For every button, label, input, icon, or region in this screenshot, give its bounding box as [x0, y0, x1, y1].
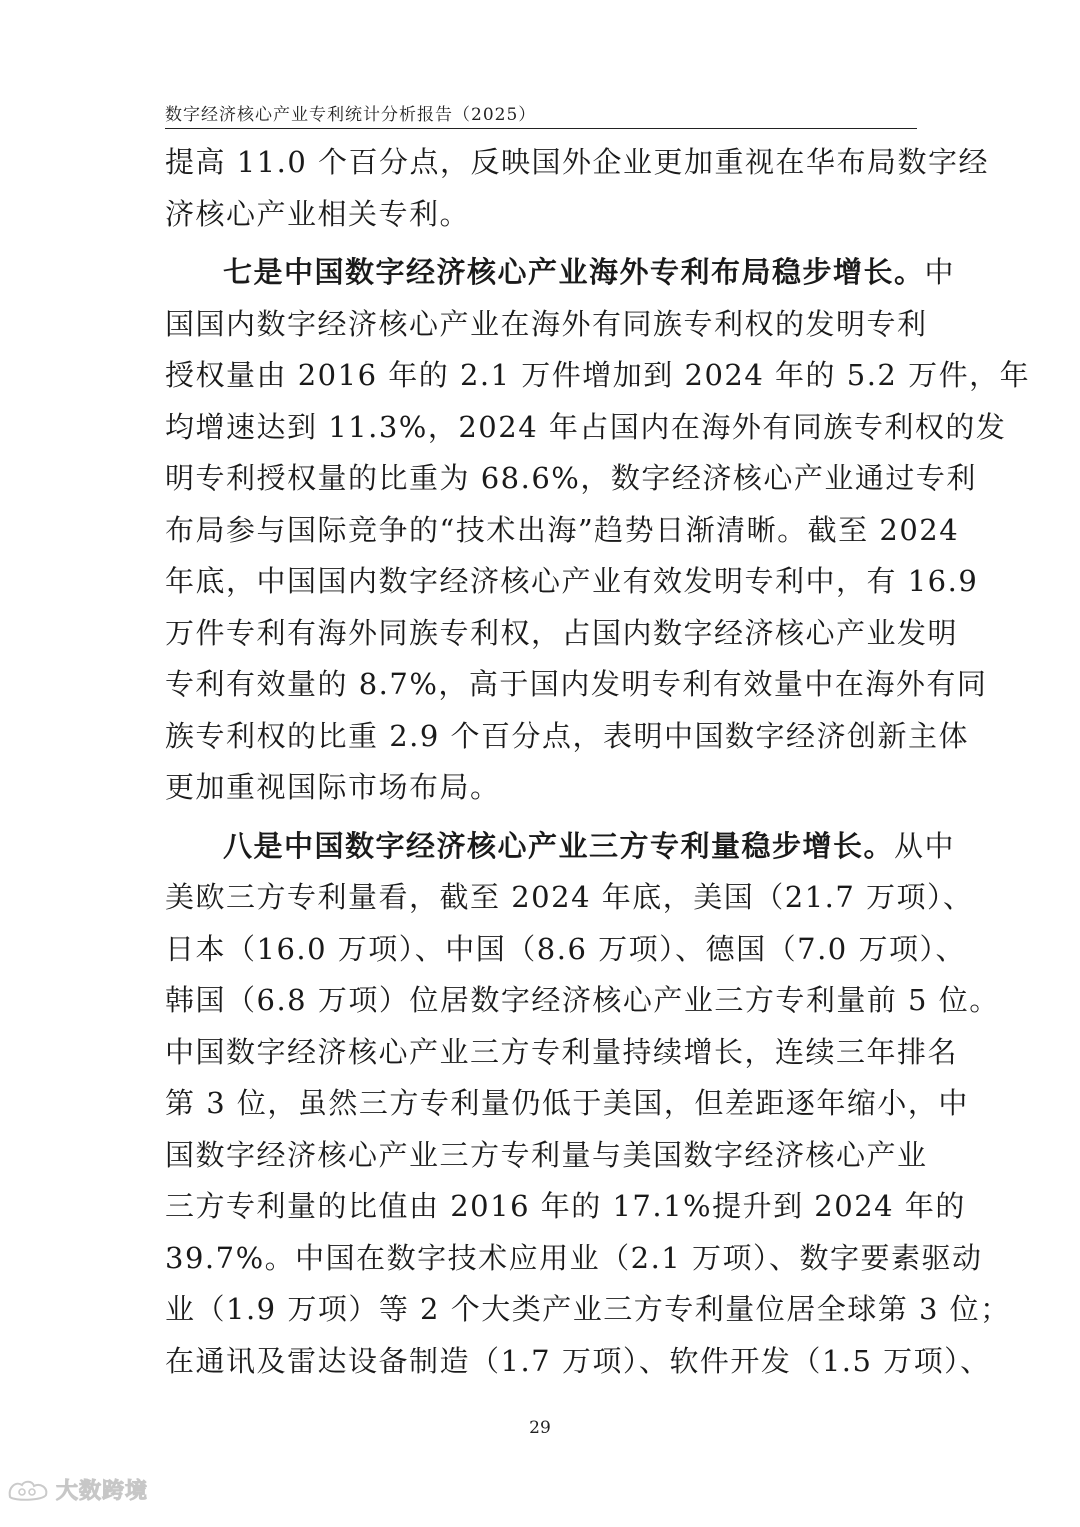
header-divider	[165, 128, 917, 129]
paragraph-3-line: 第 3 位，虽然三方专利量仍低于美国，但差距逐年缩小，中	[165, 1086, 969, 1120]
paragraph-3-line: 三方专利量的比值由 2016 年的 17.1%提升到 2024 年的	[165, 1189, 966, 1223]
paragraph-2-line: 族专利权的比重 2.9 个百分点，表明中国数字经济创新主体	[165, 718, 970, 753]
paragraph-3-line: 业（1.9 万项）等 2 个大类产业三方专利量位居全球第 3 位；	[165, 1292, 1011, 1326]
paragraph-3-line: 在通讯及雷达设备制造（1.7 万项）、软件开发（1.5 万项）、	[165, 1343, 991, 1378]
paragraph-3-line: 国数字经济核心产业三方专利量与美国数字经济核心产业	[165, 1137, 928, 1172]
paragraph-2-first-line	[165, 247, 956, 299]
paragraph-2-first-line-rest: 中	[924, 255, 956, 289]
paragraph-2-line: 授权量由 2016 年的 2.1 万件增加到 2024 年的 5.2 万件，年	[165, 358, 1031, 392]
paragraph-2-line: 国国内数字经济核心产业在海外有同族专利权的发明专利	[165, 306, 928, 341]
paragraph-1-line: 济核心产业相关专利。	[165, 196, 471, 231]
document-body	[165, 137, 1031, 1387]
paragraph-3-line: 39.7%。中国在数字技术应用业（2.1 万项）、数字要素驱动	[165, 1240, 983, 1275]
paragraph-2-line: 布局参与国际竞争的“技术出海”趋势日渐清晰。截至 2024	[165, 512, 960, 547]
paragraph-2-line: 明专利授权量的比重为 68.6%，数字经济核心产业通过专利	[165, 461, 977, 495]
watermark-text: 大数跨境	[56, 1479, 149, 1504]
paragraph-2-line: 万件专利有海外同族专利权，占国内数字经济核心产业发明	[165, 615, 959, 650]
paragraph-3-line: 美欧三方专利量看，截至 2024 年底，美国（21.7 万项）、	[165, 880, 974, 914]
paragraph-3-line: 中国数字经济核心产业三方专利量持续增长，连续三年排名	[165, 1034, 959, 1069]
paragraph-3-line: 日本（16.0 万项）、中国（8.6 万项）、德国（7.0 万项）、	[165, 931, 966, 966]
paragraph-3-first-line	[165, 821, 956, 873]
paragraph-3-lead-sentence: 八是中国数字经济核心产业三方专利量稳步增长。	[223, 828, 895, 863]
paragraph-2-line: 均增速达到 11.3%，2024 年占国内在海外有同族专利权的发	[165, 409, 1007, 444]
brand-logo-icon	[6, 1477, 50, 1503]
paragraph-3-first-line-rest: 从中	[894, 828, 956, 863]
paragraph-2-line: 更加重视国际市场布局。	[165, 770, 501, 804]
paragraph-2-line: 专利有效量的 8.7%，高于国内发明专利有效量中在海外有同	[165, 667, 988, 701]
paragraph-3-line: 韩国（6.8 万项）位居数字经济核心产业三方专利量前 5 位。	[165, 983, 1000, 1017]
page-number: 29	[529, 1418, 551, 1438]
paragraph-1-line: 提高 11.0 个百分点，反映国外企业更加重视在华布局数字经	[165, 145, 990, 179]
paragraph-2-line: 年底，中国国内数字经济核心产业有效发明专利中，有 16.9	[165, 564, 979, 598]
watermark	[6, 1474, 148, 1505]
paragraph-2-lead-sentence: 七是中国数字经济核心产业海外专利布局稳步增长。	[223, 255, 925, 289]
page-header-title: 数字经济核心产业专利统计分析报告（2025）	[165, 105, 537, 125]
